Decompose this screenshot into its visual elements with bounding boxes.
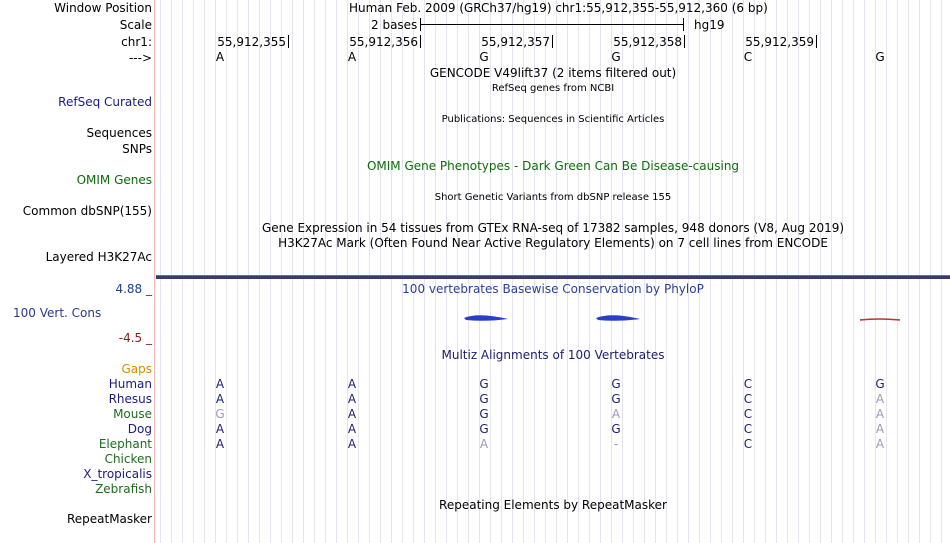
gaps-track-label[interactable]: Gaps (121, 362, 152, 376)
h3k27ac-signal-edge (156, 275, 950, 276)
omim-genes-label[interactable]: OMIM Genes (76, 173, 152, 187)
aligned-base: G (875, 377, 885, 391)
aligned-base: A (347, 407, 357, 421)
ruler-tick (420, 35, 421, 48)
aligned-base: C (743, 422, 753, 436)
repeatmasker-track-label[interactable]: RepeatMasker (66, 512, 152, 526)
gtex-track-title[interactable]: Gene Expression in 54 tissues from GTEx RNA-seq of 17382 samples, 948 donors (V8, Aug 2019) (261, 221, 845, 235)
aligned-base: G (479, 422, 489, 436)
aligned-base: A (479, 437, 489, 451)
window-position-label: Window Position (54, 1, 152, 15)
repeatmasker-track-title[interactable]: Repeating Elements by RepeatMasker (439, 498, 667, 512)
ruler-tick (684, 35, 685, 48)
species-label-mouse[interactable]: Mouse (113, 407, 152, 421)
species-label-rhesus[interactable]: Rhesus (108, 392, 152, 406)
dbsnp-track-label[interactable]: Common dbSNP(155) (22, 204, 152, 218)
aligned-base: G (479, 392, 489, 406)
aligned-base: A (215, 377, 225, 391)
reference-base: G (611, 50, 621, 64)
phylop-dip-pos6 (860, 319, 900, 320)
ruler-tick (552, 35, 553, 48)
ruler-position-label: 55,912,357 (481, 35, 550, 49)
species-label-zebrafish[interactable]: Zebrafish (95, 482, 152, 496)
scale-bar (420, 24, 684, 25)
dbsnp-track-title[interactable]: Short Genetic Variants from dbSNP release 155 (434, 192, 672, 203)
phylop-max-value: 4.88 _ (115, 282, 152, 296)
ruler-position-label: 55,912,358 (613, 35, 682, 49)
ruler-position-label: 55,912,359 (745, 35, 814, 49)
aligned-base: A (215, 392, 225, 406)
ruler-position-label: 55,912,356 (349, 35, 418, 49)
aligned-base: A (875, 422, 885, 436)
species-label-elephant[interactable]: Elephant (98, 437, 152, 451)
refseq-track-title[interactable]: RefSeq genes from NCBI (491, 83, 615, 94)
species-label-x_tropicalis[interactable]: X_tropicalis (83, 467, 152, 481)
strand-label: ---> (128, 51, 152, 65)
reference-base: A (347, 50, 357, 64)
refseq-track-label[interactable]: RefSeq Curated (58, 95, 152, 109)
reference-base: G (479, 50, 489, 64)
aligned-base: A (347, 392, 357, 406)
aligned-base: G (479, 377, 489, 391)
aligned-base: C (743, 377, 753, 391)
aligned-base: A (875, 407, 885, 421)
aligned-base: G (215, 407, 225, 421)
label-divider (154, 0, 155, 543)
phylop-peak-pos4 (596, 315, 640, 321)
phylop-min-value: -4.5 _ (118, 331, 152, 345)
scale-text: 2 bases (371, 18, 418, 32)
species-label-chicken[interactable]: Chicken (104, 452, 152, 466)
h3k27ac-signal-band (156, 276, 950, 279)
phylop-signal (156, 308, 950, 328)
chrom-label: chr1: (121, 35, 152, 49)
aligned-base: G (611, 377, 621, 391)
h3k27ac-track-label[interactable]: Layered H3K27Ac (45, 250, 152, 264)
gencode-track-title[interactable]: GENCODE V49lift37 (2 items filtered out) (429, 66, 677, 80)
h3k27ac-track-title[interactable]: H3K27Ac Mark (Often Found Near Active Regulatory Elements) on 7 cell lines from ENCODE (278, 236, 828, 250)
aligned-base: G (611, 392, 621, 406)
aligned-base: A (611, 407, 621, 421)
scale-bar-right-tick (683, 18, 684, 31)
window-position-value[interactable]: Human Feb. 2009 (GRCh37/hg19) chr1:55,912,355-55,912,360 (6 bp) (349, 1, 768, 15)
aligned-base: C (743, 392, 753, 406)
scale-label: Scale (119, 18, 152, 32)
aligned-base: A (215, 422, 225, 436)
sequences-track-label[interactable]: Sequences (86, 126, 152, 140)
reference-base: A (215, 50, 225, 64)
aligned-base: A (875, 392, 885, 406)
phylop-track-title[interactable]: 100 vertebrates Basewise Conservation by PhyloP (402, 282, 704, 296)
ruler-tick (288, 35, 289, 48)
aligned-base: A (347, 437, 357, 451)
publications-track-title[interactable]: Publications: Sequences in Scientific Articles (441, 114, 665, 125)
aligned-base: A (347, 422, 357, 436)
species-label-dog[interactable]: Dog (127, 422, 152, 436)
aligned-base: - (613, 437, 619, 451)
scale-db: hg19 (694, 18, 725, 32)
aligned-base: A (215, 437, 225, 451)
ruler-tick (816, 35, 817, 48)
phylop-peak-pos3 (464, 315, 508, 321)
aligned-base: G (479, 407, 489, 421)
phylop-track-label[interactable]: 100 Vert. Cons (13, 306, 102, 320)
snps-track-label[interactable]: SNPs (122, 142, 152, 156)
aligned-base: A (347, 377, 357, 391)
scale-bar-left-tick (420, 18, 421, 31)
reference-base: C (743, 50, 753, 64)
multiz-track-title[interactable]: Multiz Alignments of 100 Vertebrates (441, 348, 665, 362)
species-label-human[interactable]: Human (108, 377, 152, 391)
aligned-base: C (743, 407, 753, 421)
aligned-base: A (875, 437, 885, 451)
reference-base: G (875, 50, 885, 64)
aligned-base: G (611, 422, 621, 436)
ruler-position-label: 55,912,355 (217, 35, 286, 49)
omim-phenotypes-title[interactable]: OMIM Gene Phenotypes - Dark Green Can Be Disease-causing (366, 159, 740, 173)
aligned-base: C (743, 437, 753, 451)
